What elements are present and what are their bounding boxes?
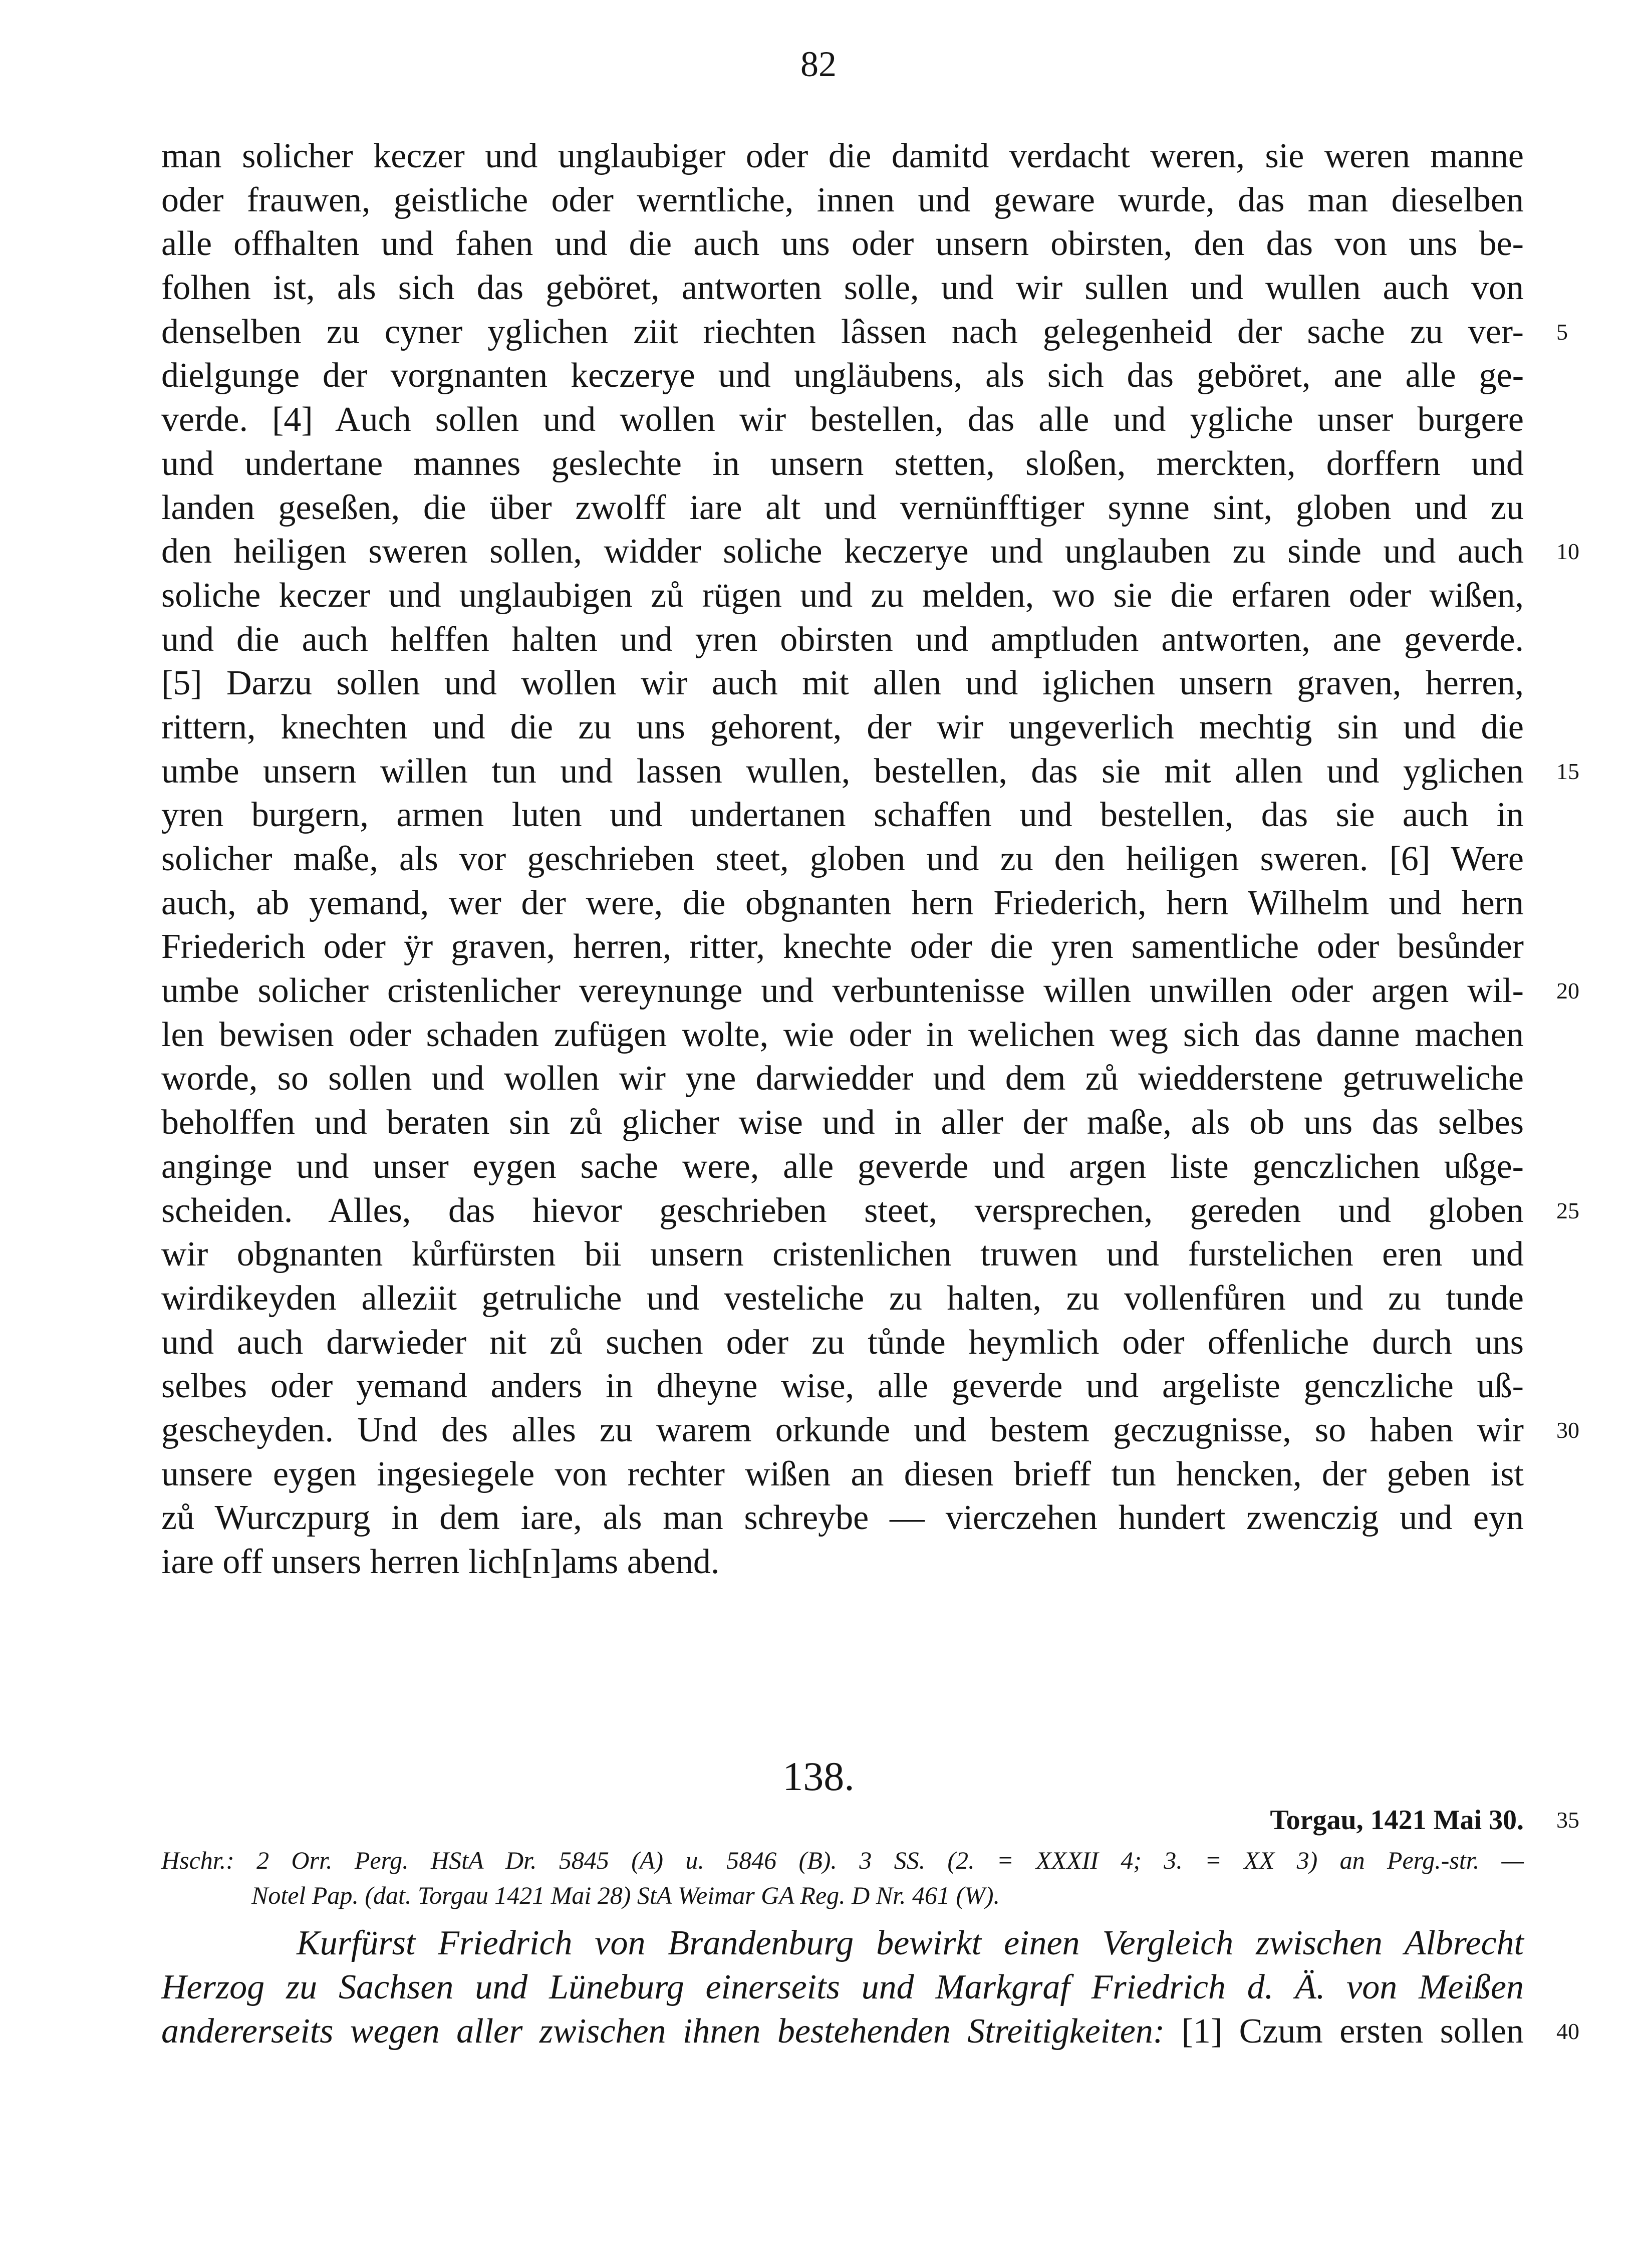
text-line [161, 398, 1524, 442]
document-date-place: Torgau, 1421 Mai 30. [1270, 1805, 1524, 1836]
text-line [161, 1408, 1579, 1452]
regest-line [161, 2009, 1579, 2054]
line-number: 30 [1556, 1417, 1579, 1443]
line-number: 25 [1556, 1197, 1579, 1223]
text-line [161, 266, 1524, 310]
text-line-content: worde, so sollen und wollen wir yne darwiedder und dem zů wiedderstene getruweliche [161, 1059, 1524, 1098]
text-line [161, 661, 1524, 705]
text-line-content: zů Wurczpurg in dem iare, als man schreybe — vierczehen hundert zwenczig und eyn [161, 1498, 1524, 1538]
text-line-content: unsere eygen ingesiegele von rechter wißen an diesen brieff tun hencken, der geben ist [161, 1454, 1524, 1493]
text-line-content: [5] Darzu sollen und wollen wir auch mit allen und iglichen unsern graven, herren, [161, 664, 1524, 703]
text-line [161, 574, 1524, 618]
text-line-content: umbe solicher cristenlicher vereynunge und verbuntenisse willen unwillen oder argen wil- [161, 971, 1524, 1011]
text-line-content: landen geseßen, die über zwolff iare alt und vernünfftiger synne sint, globen und zu [161, 488, 1524, 527]
text-line-content: anginge und unser eygen sache were, alle geverde und argen liste genczlichen ußge- [161, 1147, 1524, 1186]
text-line [161, 969, 1579, 1013]
page-number: 82 [800, 44, 837, 84]
regest-summary [161, 1921, 1579, 2054]
line-number: 20 [1556, 978, 1579, 1004]
text-line-content: selbes oder yemand anders in dheyne wise, alle geverde und argeliste genczliche uß- [161, 1367, 1524, 1406]
text-line [161, 310, 1568, 354]
text-line-content: wir obgnanten kůrfürsten bii unsern cristenlichen truwen und furstelichen eren und [161, 1235, 1524, 1274]
text-line-content: und undertane mannes geslechte in unsern stetten, sloßen, merckten, dorffern und [161, 444, 1524, 483]
line-number: 40 [1556, 2019, 1579, 2044]
text-line-content: denselben zu cyner yglichen ziit riechten lâssen nach gelegenheid der sache zu ver- [161, 312, 1524, 351]
text-line-content: folhen ist, als sich das geböret, antworten solle, und wir sullen und wullen auch von [161, 269, 1524, 308]
text-line-content: alle offhalten und fahen und die auch uns oder unsern obirsten, den das von uns be- [161, 224, 1524, 264]
text-line [161, 1540, 1524, 1584]
text-line [161, 1145, 1524, 1189]
text-line-content: soliche keczer und unglaubigen zů rügen und zu melden, wo sie die erfaren oder wißen, [161, 576, 1524, 615]
text-line [161, 1232, 1524, 1277]
text-line [161, 1013, 1524, 1057]
text-line [161, 354, 1524, 398]
text-line-content: scheiden. Alles, das hievor geschrieben steet, versprechen, gereden und globen [161, 1191, 1524, 1230]
text-line [161, 705, 1524, 749]
text-line-content: und auch darwieder nit zů suchen oder zu tůnde heymlich oder offenliche durch uns [161, 1323, 1524, 1362]
text-line [161, 749, 1579, 794]
document-number: 138. [782, 1753, 855, 1799]
text-line-content: oder frauwen, geistliche oder werntliche, innen und geware wurde, das man dieselben [161, 180, 1524, 219]
document-body-text [161, 134, 1579, 1584]
text-line-content: verde. [4] Auch sollen und wollen wir bestellen, das alle und ygliche unser burgere [161, 400, 1524, 439]
text-line-content: iare off unsers herren lich[n]ams abend. [161, 1543, 720, 1581]
text-line-content: dielgunge der vorgnanten keczerye und ungläubens, als sich das geböret, ane alle ge- [161, 356, 1524, 395]
text-line [161, 1452, 1524, 1496]
line-number: 35 [1556, 1807, 1579, 1833]
text-line [161, 222, 1524, 266]
text-line-content: beholffen und beraten sin zů glicher wise und in aller der maße, als ob uns das selbes [161, 1103, 1524, 1142]
regest-italic-text: andererseits wegen aller zwischen ihnen bestehenden Streitigkeiten: [161, 2012, 1165, 2051]
text-line-content: auch, ab yemand, wer der were, die obgnanten hern Friederich, hern Wilhelm und hern [161, 883, 1524, 922]
text-line [161, 442, 1524, 486]
line-number: 5 [1556, 319, 1568, 345]
text-line [161, 1321, 1524, 1365]
text-line [161, 1057, 1524, 1101]
text-line [161, 837, 1524, 881]
regest-line: Herzog zu Sachsen und Lüneburg einerseits und Markgraf Friedrich d. Ä. von Meißen [161, 1968, 1524, 2006]
line-number: 15 [1556, 758, 1579, 784]
text-line [161, 486, 1524, 530]
text-line [161, 925, 1524, 969]
text-line [161, 1189, 1579, 1233]
regest-line: Kurfürst Friedrich von Brandenburg bewirkt einen Vergleich zwischen Albrecht [297, 1924, 1524, 1962]
regest-text: [1] Czum ersten sollen [1165, 2012, 1524, 2051]
text-line-content: gescheyden. Und des alles zu warem orkunde und bestem geczugnisse, so haben wir [161, 1410, 1524, 1449]
text-line [161, 881, 1524, 925]
source-note-line: Notel Pap. (dat. Torgau 1421 Mai 28) StA Weimar GA Reg. D Nr. 461 (W). [251, 1881, 1000, 1909]
line-number: 10 [1556, 539, 1579, 565]
text-line-content: umbe unsern willen tun und lassen wullen, bestellen, das sie mit allen und yglichen [161, 751, 1524, 791]
source-note [161, 1843, 1524, 1913]
text-line-content: yren burgern, armen luten und undertanen schaffen und bestellen, das sie auch in [161, 796, 1524, 835]
text-line-content: man solicher keczer und unglaubiger oder die damitd verdacht weren, sie weren manne [161, 137, 1524, 175]
text-line-content: wirdikeyden alleziit getruliche und vesteliche zu halten, zu vollenfůren und zu tunde [161, 1279, 1524, 1318]
text-line [161, 1101, 1524, 1145]
text-line [161, 530, 1579, 574]
text-line-content: Friederich oder ÿr graven, herren, ritter, knechte oder die yren samentliche oder besůnder [161, 927, 1524, 966]
text-line [161, 618, 1524, 662]
text-line-content: den heiligen sweren sollen, widder soliche keczerye und unglauben zu sinde und auch [161, 532, 1524, 571]
text-line-content: und die auch helffen halten und yren obirsten und amptluden antworten, ane geverde. [161, 620, 1524, 659]
text-line [161, 178, 1524, 222]
text-line [161, 1277, 1524, 1321]
source-note-line: Hschr.: 2 Orr. Perg. HStA Dr. 5845 (A) u. 5846 (B). 3 SS. (2. = XXXII 4; 3. = XX 3) an Perg.-str. — [161, 1846, 1524, 1874]
text-line-content: rittern, knechten und die zu uns gehorent, der wir ungeverlich mechtig sin und die [161, 707, 1524, 746]
text-line-content: solicher maße, als vor geschrieben steet, globen und zu den heiligen sweren. [6] Were [161, 840, 1524, 878]
text-line [161, 1496, 1524, 1540]
text-line [161, 793, 1524, 837]
text-line-content: len bewisen oder schaden zufügen wolte, wie oder in welichen weg sich das danne machen [161, 1015, 1524, 1054]
text-line [161, 134, 1524, 178]
text-line [161, 1364, 1524, 1408]
